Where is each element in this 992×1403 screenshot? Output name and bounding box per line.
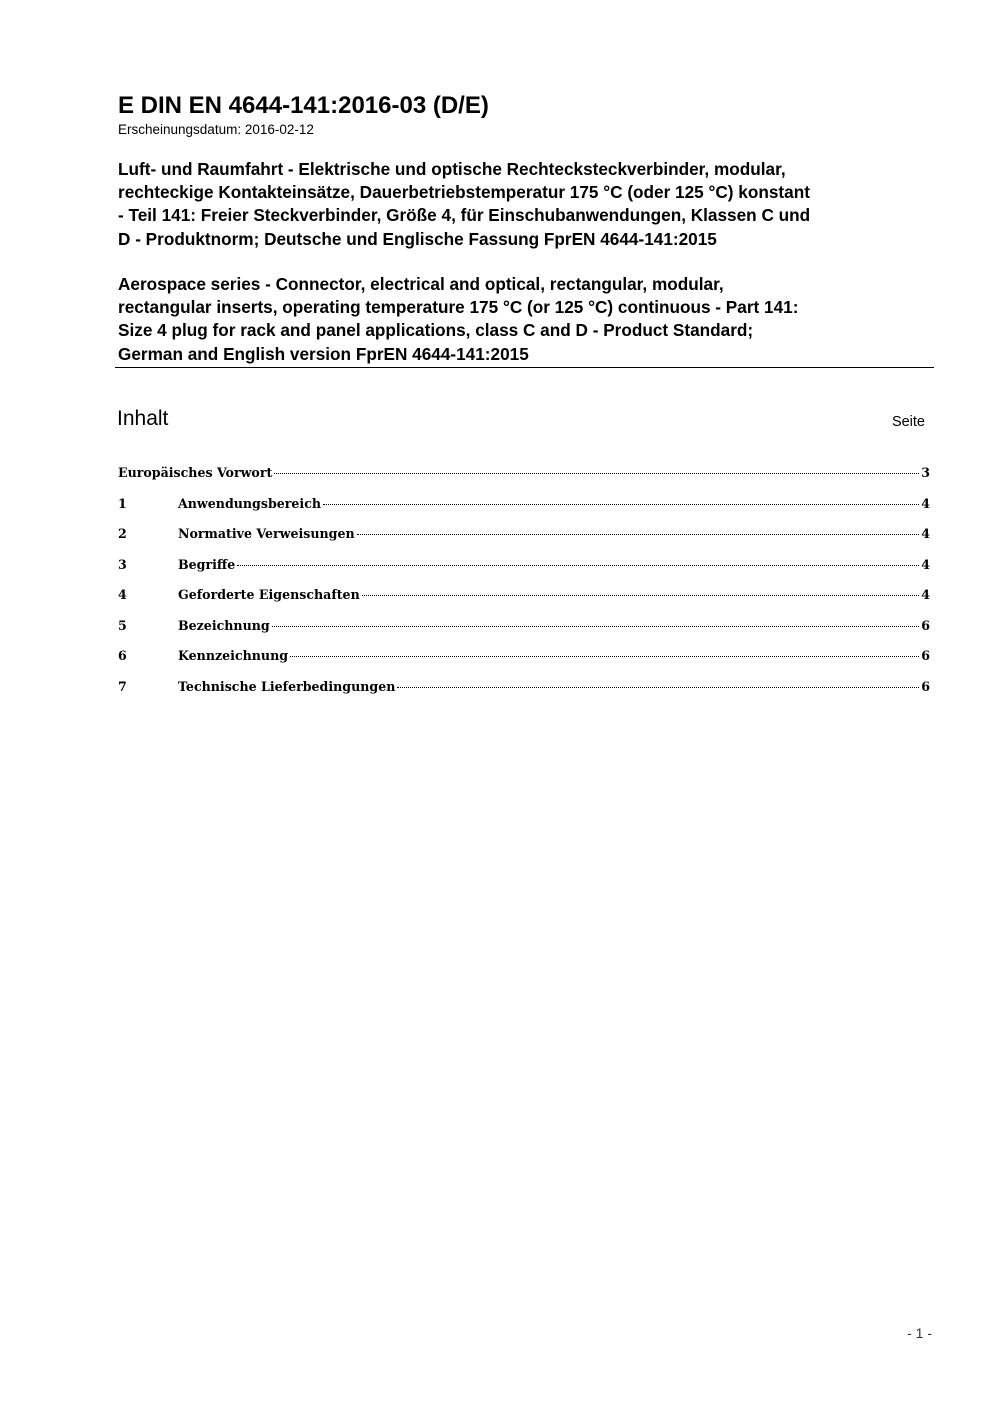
title-german-line: Luft- und Raumfahrt - Elektrische und optische Rechtecksteckverbinder, modular,: [118, 159, 786, 179]
toc-entry-label: Begriffe: [178, 556, 236, 572]
publication-date: Erscheinungsdatum: 2016-02-12: [118, 122, 314, 137]
toc-entry-page: 4: [921, 526, 930, 541]
title-german-line: - Teil 141: Freier Steckverbinder, Größe 4, für Einschubanwendungen, Klassen C und: [118, 205, 811, 226]
table-of-contents: [118, 464, 930, 708]
toc-entry[interactable]: [118, 495, 930, 526]
toc-entry[interactable]: [118, 586, 930, 617]
toc-entry-page: 6: [921, 678, 930, 694]
toc-dot-leader: [362, 595, 920, 596]
document-title: E DIN EN 4644-141:2016-03 (D/E): [118, 92, 489, 119]
toc-entry-number: 7: [118, 678, 127, 694]
toc-entry-number: 4: [118, 587, 127, 602]
title-english: [118, 273, 798, 366]
toc-entry-number: 3: [118, 556, 127, 572]
title-english-line: Aerospace series - Connector, electrical and optical, rectangular, modular,: [118, 274, 724, 294]
toc-dot-leader: [323, 504, 919, 505]
title-english-line: rectangular inserts, operating temperature 175 °C (or 125 °C) continuous - Part 141:: [118, 297, 799, 318]
toc-entry-label: Europäisches Vorwort: [118, 465, 273, 480]
toc-entry-page: 4: [921, 587, 930, 602]
title-german: [118, 158, 810, 251]
toc-entry[interactable]: [118, 647, 930, 678]
toc-entry-label: Geforderte Eigenschaften: [178, 587, 360, 602]
toc-entry-number: 6: [118, 648, 127, 663]
toc-entry-page: 6: [921, 648, 930, 663]
page-column-label: Seite: [891, 414, 925, 430]
toc-entry-label: Normative Verweisungen: [178, 526, 355, 541]
toc-entry-page: 4: [921, 556, 930, 572]
toc-entry-label: Technische Lieferbedingungen: [178, 678, 396, 694]
toc-entry-label: Kennzeichnung: [178, 648, 289, 663]
title-german-line: D - Produktnorm; Deutsche und Englische Fassung FprEN 4644-141:2015: [118, 228, 717, 249]
toc-entry-number: 2: [118, 526, 127, 541]
toc-dot-leader: [397, 687, 919, 688]
toc-entry-page: 6: [921, 617, 930, 633]
title-german-line: rechteckige Kontakteinsätze, Dauerbetriebstemperatur 175 °C (oder 125 °C) konstant: [118, 182, 810, 203]
page-number: - 1 -: [907, 1325, 932, 1341]
toc-entry[interactable]: [118, 556, 930, 587]
toc-entry-label: Anwendungsbereich: [178, 495, 322, 511]
toc-entry[interactable]: [118, 617, 930, 648]
toc-dot-leader: [357, 534, 920, 535]
contents-heading: Inhalt: [117, 407, 169, 430]
toc-dot-leader: [290, 656, 919, 657]
toc-entry-number: 5: [118, 617, 127, 633]
toc-entry-label: Bezeichnung: [178, 617, 270, 633]
toc-entry[interactable]: [118, 525, 930, 556]
toc-entry[interactable]: [118, 464, 930, 495]
toc-dot-leader: [237, 565, 919, 566]
title-english-line: Size 4 plug for rack and panel applications, class C and D - Product Standard;: [118, 320, 754, 341]
toc-entry-number: 1: [118, 495, 127, 511]
toc-entry-page: 4: [921, 495, 930, 511]
toc-dot-leader: [274, 473, 919, 474]
title-divider: [115, 367, 934, 368]
title-english-line: German and English version FprEN 4644-141:2015: [118, 343, 529, 364]
toc-entry[interactable]: [118, 678, 930, 709]
toc-entry-page: 3: [921, 465, 930, 480]
toc-dot-leader: [272, 626, 920, 627]
